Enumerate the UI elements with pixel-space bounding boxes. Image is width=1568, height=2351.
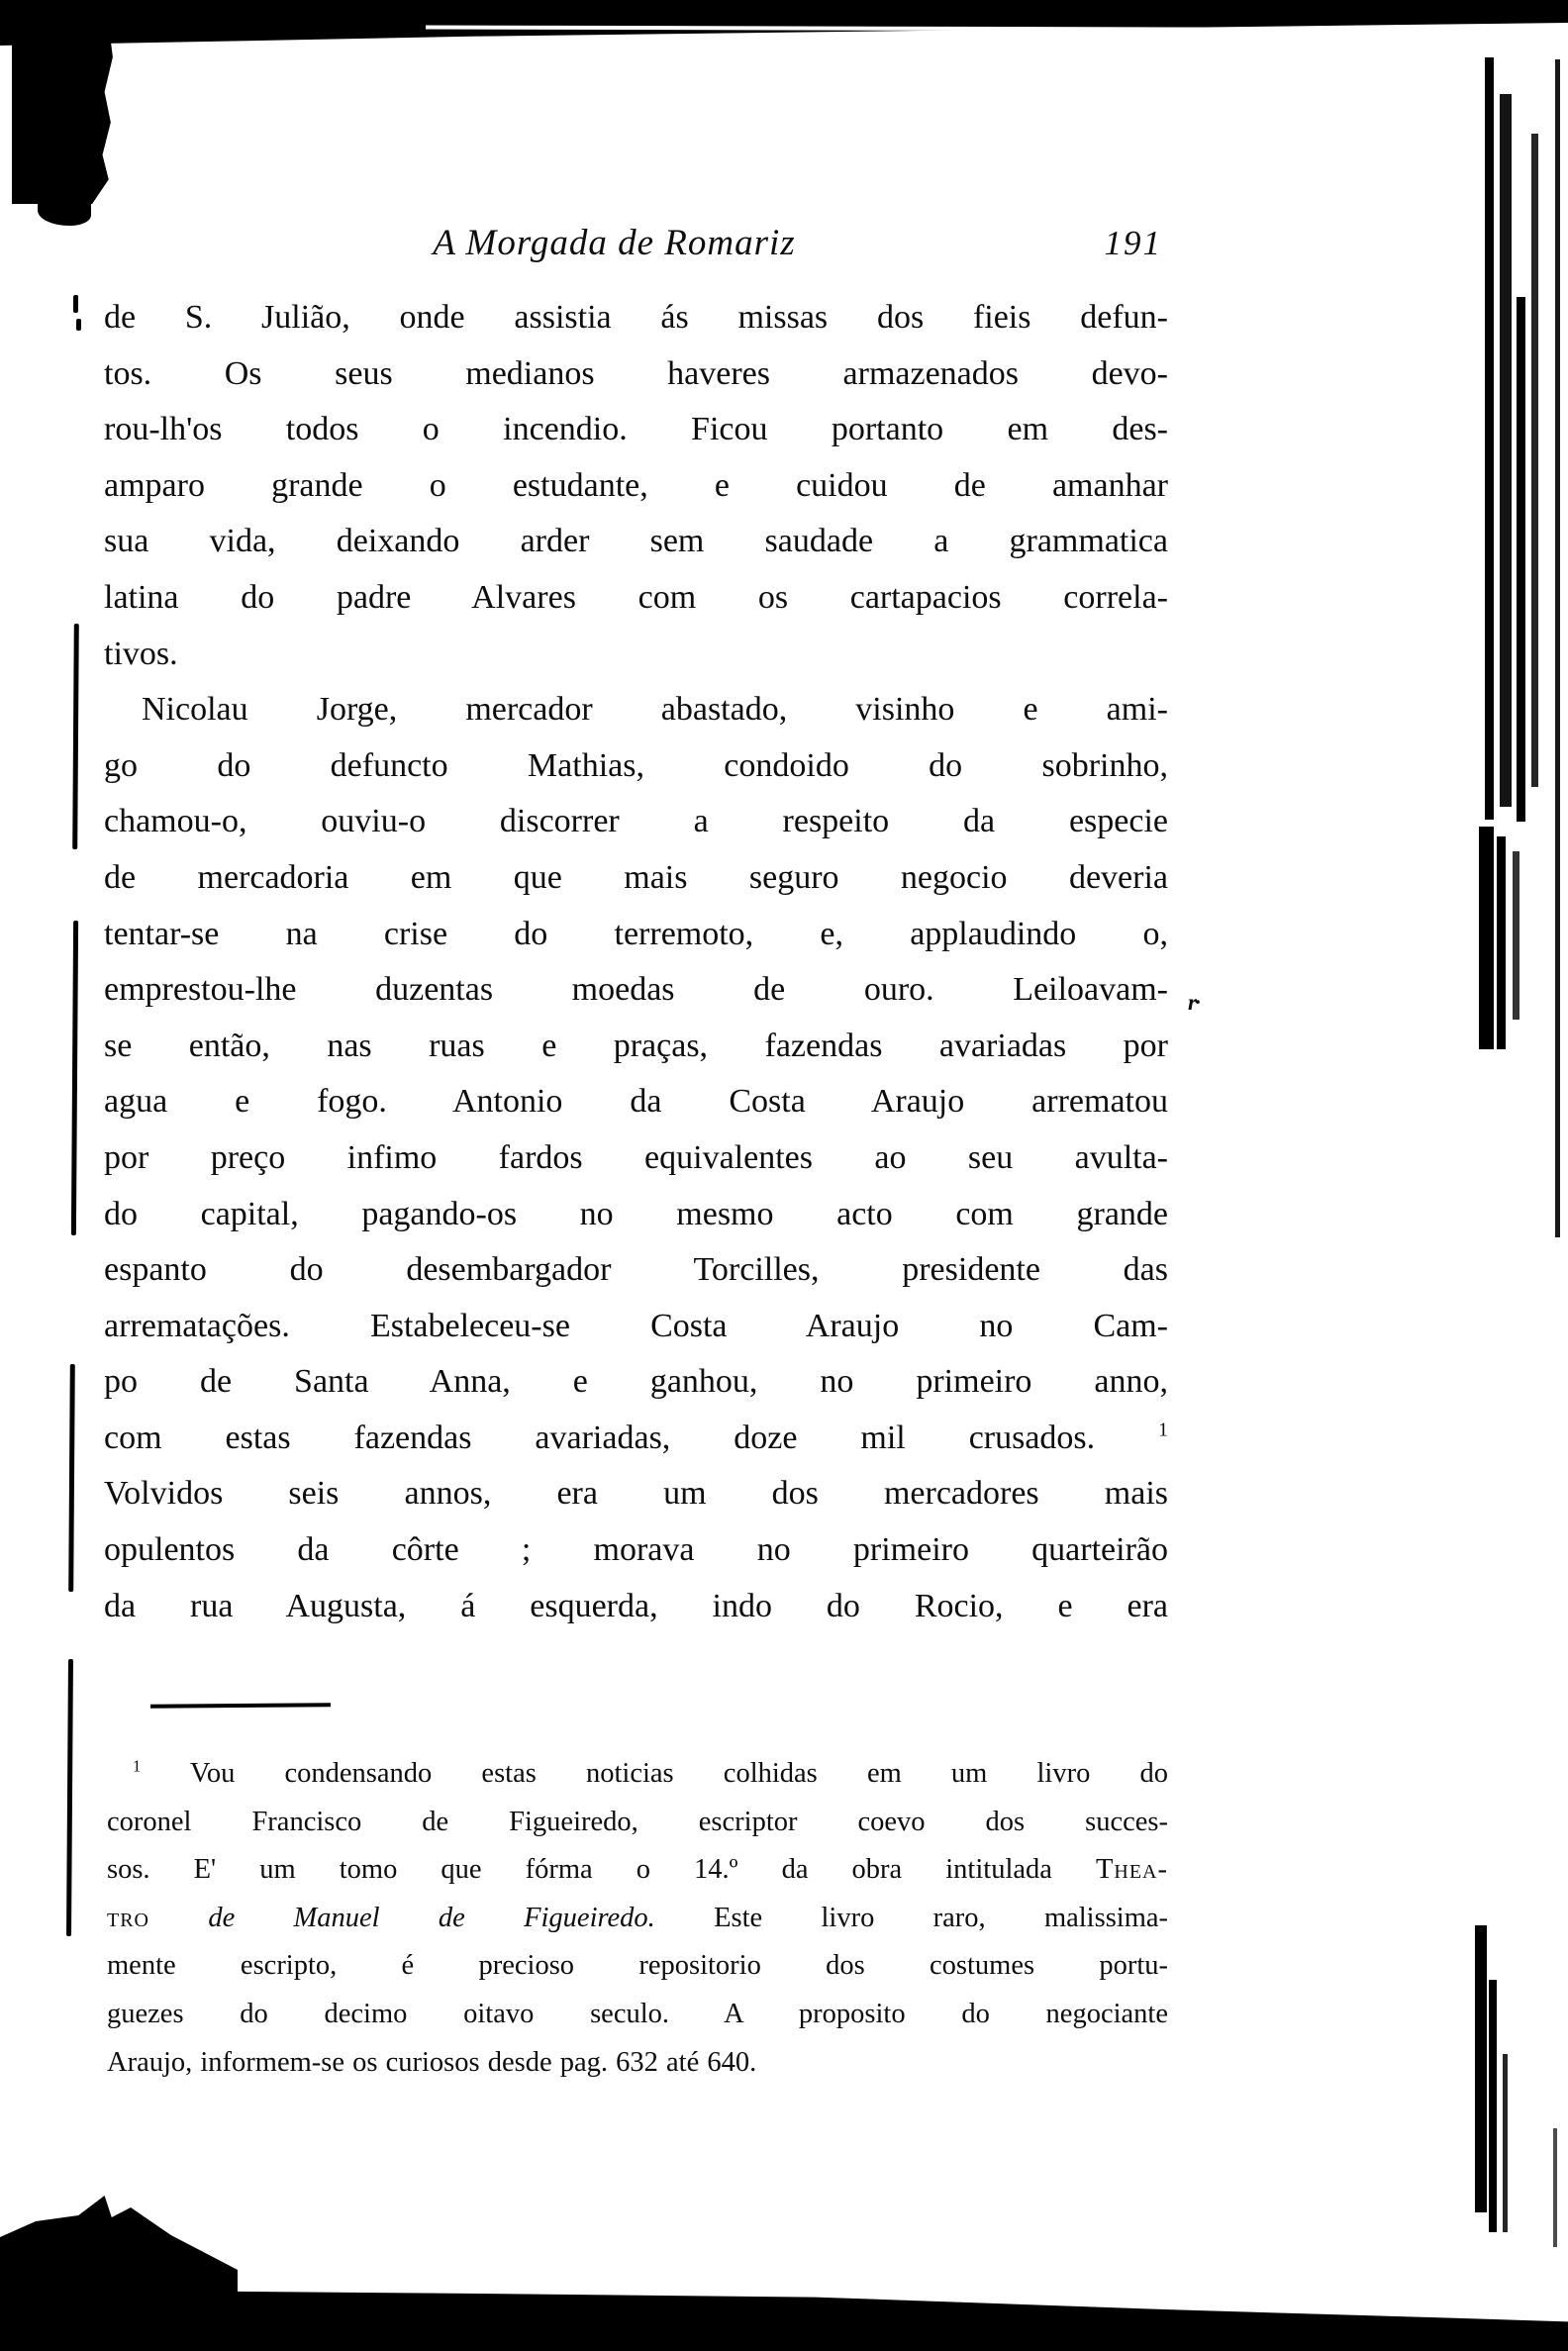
text-line	[104, 1074, 1168, 1130]
text-segment: se então, nas ruas e praças, fazendas avariadas por	[104, 1027, 1168, 1064]
text-segment: amparo grande o estudante, e cuidou de amanhar	[104, 466, 1168, 504]
text-segment: go do defuncto Mathias, condoido do sobrinho,	[104, 746, 1168, 784]
text-segment: Thea-	[1095, 1854, 1168, 1886]
scan-artifact-right-streak	[1517, 297, 1525, 822]
text-line	[104, 346, 1168, 403]
text-segment: tos. Os seus medianos haveres armazenados devo-	[104, 354, 1168, 392]
scan-artifact-right-streak	[1497, 836, 1506, 1049]
text-line	[104, 794, 1168, 850]
text-segment: por preço infimo fardos equivalentes ao seu avulta-	[104, 1138, 1168, 1176]
scan-artifact-left-crease	[66, 1659, 73, 1936]
text-segment: de Manuel de Figueiredo.	[208, 1902, 655, 1933]
text-line	[107, 2039, 1168, 2088]
scan-artifact-right-streak	[1489, 1980, 1497, 2232]
footnote-text	[107, 1750, 1168, 2087]
text-segment: Vou condensando estas noticias colhidas em um livro do	[141, 1758, 1168, 1789]
text-segment: po de Santa Anna, e ganhou, no primeiro anno,	[104, 1363, 1168, 1401]
text-line	[104, 1299, 1168, 1355]
text-segment: emprestou-lhe duzentas moedas de ouro. Leiloavam-	[104, 971, 1168, 1009]
text-line	[104, 1130, 1168, 1187]
text-line	[104, 1522, 1168, 1579]
scan-artifact-bottom-left-shape	[0, 2196, 238, 2295]
text-line	[104, 1242, 1168, 1299]
scan-artifact-right-streak	[1485, 57, 1494, 820]
text-segment: agua e fogo. Antonio da Costa Araujo arrematou	[104, 1083, 1168, 1121]
footnote-rule	[150, 1703, 331, 1709]
text-segment: chamou-o, ouviu-o discorrer a respeito da especie	[104, 803, 1168, 840]
text-segment: Araujo, informem-se os curiosos desde pag. 632 até 640.	[107, 2046, 757, 2078]
text-line	[104, 402, 1168, 458]
text-line	[104, 682, 1168, 738]
page-number: 191	[1104, 224, 1162, 262]
text-line	[104, 514, 1168, 570]
text-line	[104, 458, 1168, 515]
margin-mark: r·	[1188, 990, 1199, 1015]
text-line	[104, 738, 1168, 795]
text-segment: guezes do decimo oitavo seculo. A proposito do negociante	[107, 1998, 1168, 2029]
text-segment: da rua Augusta, á esquerda, indo do Rocio, e era	[104, 1587, 1168, 1624]
text-line	[104, 962, 1168, 1019]
text-segment: de S. Julião, onde assistia ás missas dos fieis defun-	[104, 299, 1168, 336]
text-line	[107, 1895, 1168, 1943]
text-segment: opulentos da côrte ; morava no primeiro quarteirão	[104, 1531, 1168, 1569]
scan-artifact-right-streak	[1475, 1925, 1487, 2212]
text-line	[107, 1942, 1168, 1991]
scan-artifact-right-streak	[1531, 134, 1538, 787]
page-header	[104, 222, 1168, 281]
body-text	[104, 290, 1168, 1634]
running-title: A Morgada de Romariz	[433, 223, 796, 263]
text-line	[104, 1466, 1168, 1522]
scan-artifact-right-streak	[1503, 2054, 1508, 2232]
text-line	[107, 1991, 1168, 2039]
text-segment: de mercadoria em que mais seguro negocio deveria	[104, 858, 1168, 896]
text-line	[104, 290, 1168, 346]
text-line	[104, 627, 1168, 683]
text-segment: espanto do desembargador Torcilles, presidente das	[104, 1251, 1168, 1289]
text-line	[104, 1579, 1168, 1635]
footnote-reference: 1	[1158, 1419, 1168, 1441]
scan-artifact-left-crease	[71, 921, 78, 1235]
scan-artifact-margin-tick	[76, 319, 81, 331]
scan-artifact-left-crease	[68, 1364, 75, 1592]
text-segment: tro	[107, 1902, 149, 1933]
scan-artifact-right-streak	[1553, 2128, 1557, 2247]
footnote-reference: 1	[133, 1756, 142, 1776]
text-line	[104, 570, 1168, 627]
scan-artifact-right-streak	[1500, 94, 1512, 807]
text-line	[107, 1799, 1168, 1847]
text-segment: latina do padre Alvares com os cartapacios correla-	[104, 578, 1168, 616]
text-segment: Volvidos seis annos, era um dos mercadores mais	[104, 1475, 1168, 1513]
text-line	[104, 1354, 1168, 1411]
text-line	[104, 1411, 1168, 1467]
text-line	[107, 1750, 1168, 1799]
scan-artifact-right-line	[1555, 59, 1560, 1237]
scan-artifact-right-streak	[1513, 851, 1519, 1020]
scan-artifact-top-left-blob	[12, 0, 115, 204]
text-line	[104, 1019, 1168, 1075]
scan-artifact-left-crease	[72, 624, 79, 849]
text-line	[104, 850, 1168, 907]
text-segment: sos. E' um tomo que fórma o 14.º da obra intitulada	[107, 1854, 1096, 1886]
text-segment: coronel Francisco de Figueiredo, escriptor coevo dos succes-	[107, 1806, 1168, 1837]
text-segment: tentar-se na crise do terremoto, e, applaudindo o,	[104, 915, 1168, 952]
text-segment: Nicolau Jorge, mercador abastado, visinho e ami-	[142, 691, 1168, 729]
text-line	[107, 1846, 1168, 1895]
text-segment	[149, 1903, 208, 1933]
scan-artifact-margin-tick	[73, 295, 78, 313]
scan-artifact-top-band	[0, 0, 1568, 46]
scan-artifact-right-streak	[1479, 827, 1494, 1049]
text-segment: do capital, pagando-os no mesmo acto com grande	[104, 1195, 1168, 1232]
text-segment: arrematações. Estabeleceu-se Costa Araujo no Cam-	[104, 1307, 1168, 1344]
text-segment: sua vida, deixando arder sem saudade a grammatica	[104, 523, 1168, 560]
text-segment: mente escripto, é precioso repositorio dos costumes portu-	[107, 1950, 1168, 1982]
text-segment: tivos.	[104, 635, 178, 672]
text-line	[104, 907, 1168, 963]
text-segment: rou-lh'os todos o incendio. Ficou portanto em des-	[104, 411, 1168, 448]
text-segment: com estas fazendas avariadas, doze mil crusados.	[104, 1419, 1159, 1456]
text-line	[104, 1187, 1168, 1243]
text-segment: Este livro raro, malissima-	[654, 1902, 1169, 1933]
